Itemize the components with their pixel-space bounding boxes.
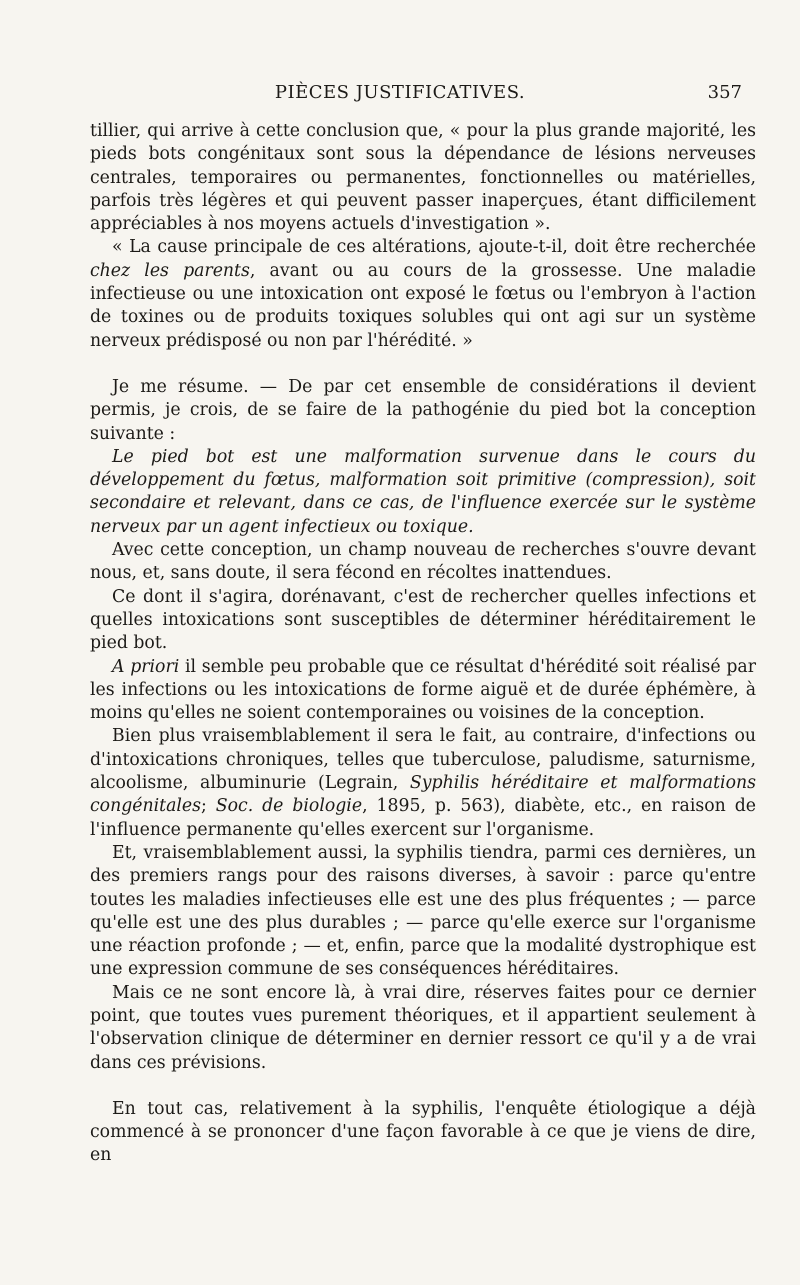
- paragraph-chronic-infections: [90, 725, 756, 841]
- paragraph-a-priori: [90, 656, 756, 726]
- running-title: PIÈCES JUSTIFICATIVES.: [274, 82, 526, 103]
- quote-text-end: , avant ou au cours de la grossesse. Une maladie infectieuse ou une intoxication ont exposé le fœtus ou l'embryon à l'action de toxines ou de produits toxiques solubles qui ont agi sur un système nerveux prédisposé ou non par l'hérédité. »: [90, 260, 757, 351]
- chronic-text-end: , 1895, p. 563), diabète, etc., en raison de l'influence permanente qu'elles exercent sur l'organisme.: [90, 796, 756, 840]
- paragraph-clinical-observation: Mais ce ne sont encore là, à vrai dire, réserves faites pour ce dernier point, que toutes vues purement théoriques, et il appartient seulement à l'observation clinique de déterminer en dernier ressort ce qu'il y a de vrai dans ces prévisions.: [90, 982, 756, 1073]
- citation-title: Syphilis héréditaire et malformations congénitales: [90, 773, 756, 817]
- paragraph-new-field: Avec cette conception, un champ nouveau de recherches s'ouvre devant nous, et, sans doute, il sera fécond en récoltes inattendues.: [90, 540, 756, 584]
- a-priori-text: il semble peu probable que ce résultat d'hérédité soit réalisé par les infections ou les intoxications de forme aiguë et de durée éphémère, à moins qu'elles ne soient contemporaines ou voisines de la conception.: [90, 656, 756, 724]
- paragraph-research-goal: Ce dont il s'agira, dorénavant, c'est de rechercher quelles infections et quelles intoxications sont susceptibles de déterminer héréditairement le pied bot.: [90, 586, 756, 654]
- page-number: 357: [707, 82, 742, 103]
- paragraph-continuation: tillier, qui arrive à cette conclusion que, « pour la plus grande majorité, les pieds bots congénitaux sont sous la dépendance de lésions nerveuses centrales, temporaires ou permanentes, fonctionnelles ou matérielles, parfois très légères et qui peuvent passer inaperçues, étant difficilement appréciables à nos moyens actuels d'investigation ».: [90, 121, 756, 235]
- chronic-text-start: Bien plus vraisemblablement il sera le fait, au contraire, d'infections ou d'intoxications chroniques, telles que tuberculose, paludisme, saturnisme, alcoolisme, albuminurie (Legrain,: [90, 726, 756, 794]
- page-header: [0, 82, 800, 108]
- citation-separator: ;: [201, 796, 216, 817]
- paragraph-definition: [90, 446, 756, 539]
- body-text: [90, 120, 756, 1168]
- paragraph-quote-cause: [90, 236, 756, 352]
- quote-emphasis: chez les parents: [90, 260, 250, 281]
- paragraph-etiological-inquiry: En tout cas, relativement à la syphilis, l'enquête étiologique a déjà commencé à se prononcer d'une façon favorable à ce que je viens de dire, en: [90, 1098, 756, 1166]
- a-priori-emphasis: A priori: [112, 656, 180, 677]
- paragraph-syphilis: Et, vraisemblablement aussi, la syphilis tiendra, parmi ces dernières, un des premiers rangs pour des raisons diverses, à savoir : parce qu'entre toutes les maladies infectieuses elle est une des plus fréquentes ; — parce qu'elle est une des plus durables ; — parce qu'elle exerce sur l'organisme une réaction profonde ; — et, enfin, parce que la modalité dystrophique est une expression commune de ses conséquences héréditaires.: [90, 842, 756, 980]
- quote-text-start: « La cause principale de ces altérations, ajoute-t-il, doit être recherchée: [112, 237, 756, 258]
- definition-text: Le pied bot est une malformation survenue dans le cours du développement du fœtus, malformation soit primitive (compression), soit secondaire et relevant, dans ce cas, de l'influence exercée sur le système nerveux par un agent infectieux ou toxique.: [90, 446, 756, 537]
- citation-journal: Soc. de biologie: [215, 796, 363, 817]
- paragraph-summary: Je me résume. — De par cet ensemble de considérations il devient permis, je crois, de se faire de la pathogénie du pied bot la conception suivante :: [90, 376, 756, 444]
